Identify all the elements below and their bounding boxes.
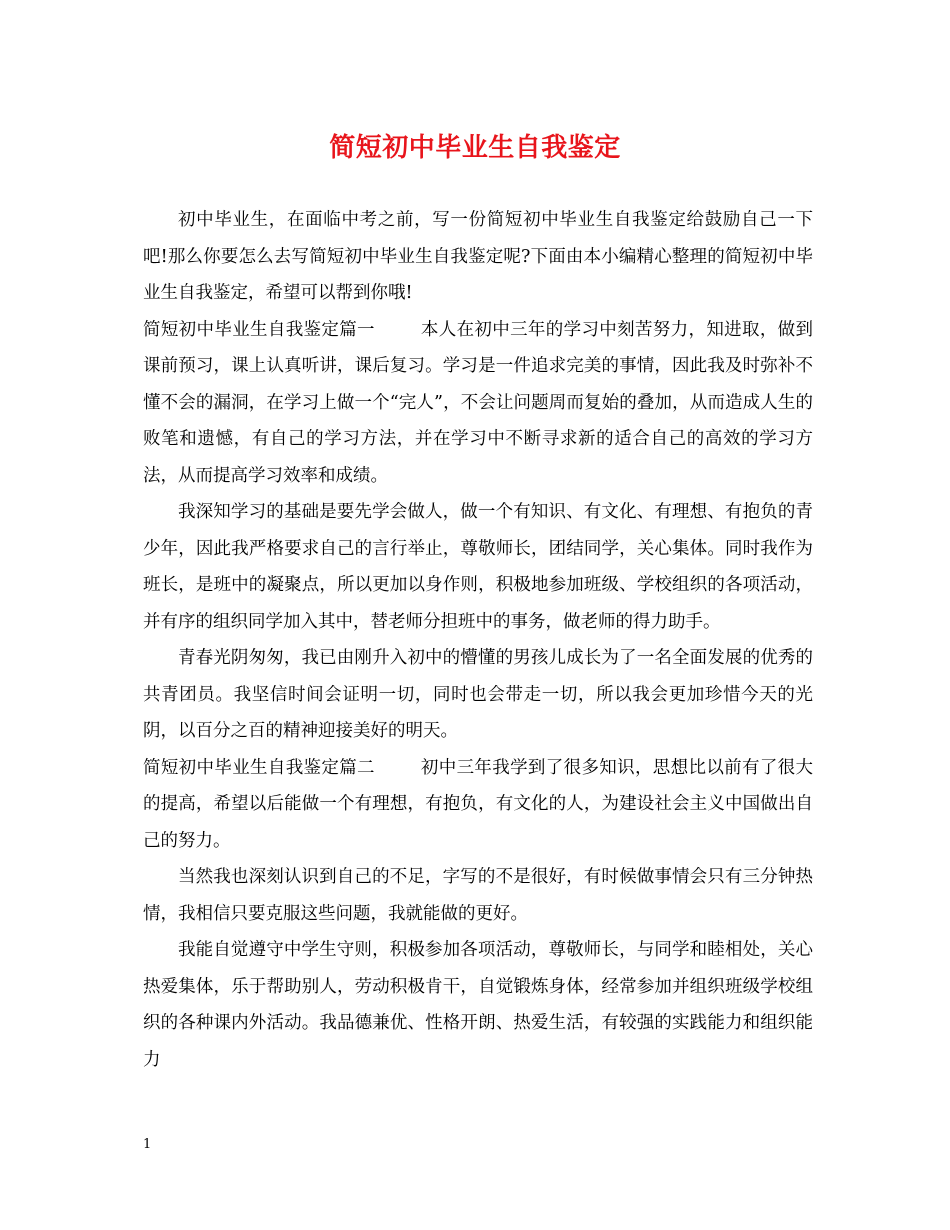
paragraph-text: 初中三年我学到了很多知识，思想比以前有了很大的提高，希望以后能做一个有理想，有抱负，有文化的人，为建设社会主义中国做出自己的努力。: [143, 757, 814, 851]
paragraph-text: 初中毕业生，在面临中考之前，写一份简短初中毕业生自我鉴定给鼓励自己一下吧!那么你要怎么去写简短初中毕业生自我鉴定呢?下面由本小编精心整理的简短初中毕业生自我鉴定，希望可以帮到你哦!: [143, 210, 813, 303]
page-number: 1: [143, 1137, 152, 1152]
body-paragraph: [143, 494, 813, 640]
paragraph-text: 我能自觉遵守中学生守则，积极参加各项活动，尊敬师长，与同学和睦相处，关心热爱集体，乐于帮助别人，劳动积极肯干，自觉锻炼身体，经常参加并组织班级学校组织的各种课内外活动。我品德兼优、性格开朗、热爱生活，有较强的实践能力和组织能力: [143, 940, 813, 1070]
section-heading: 简短初中毕业生自我鉴定篇二: [143, 757, 375, 778]
paragraph-text: 我深知学习的基础是要先学会做人，做一个有知识、有文化、有理想、有抱负的青少年，因此我严格要求自己的言行举止，尊敬师长，团结同学，关心集体。同时我作为班长，是班中的凝聚点，所以更加以身作则，积极地参加班级、学校组织的各项活动，并有序的组织同学加入其中，替老师分担班中的事务，做老师的得力助手。: [143, 502, 813, 632]
page-title: 简短初中毕业生自我鉴定: [329, 133, 621, 163]
section-two-paragraph: [143, 750, 813, 860]
body-paragraph: [143, 640, 813, 750]
paragraph-text: 青春光阴匆匆，我已由刚升入初中的懵懂的男孩儿成长为了一名全面发展的优秀的共青团员。我坚信时间会证明一切，同时也会带走一切，所以我会更加珍惜今天的光阴，以百分之百的精神迎接美好的明天。: [143, 648, 813, 741]
paragraph-text: 本人在初中三年的学习中刻苦努力，知进取，做到课前预习，课上认真听讲，课后复习。学习是一件追求完美的事情，因此我及时弥补不懂不会的漏洞，在学习上做一个“完人”，不会让问题周而复始的叠加，从而造成人生的败笔和遗憾，有自己的学习方法，并在学习中不断寻求新的适合自己的高效的学习方法，从而提高学习效率和成绩。: [143, 319, 814, 486]
intro-paragraph: [143, 202, 813, 312]
section-one-paragraph: [143, 312, 813, 495]
body-paragraph: [143, 859, 813, 932]
document-body: [143, 202, 813, 1078]
section-heading: 简短初中毕业生自我鉴定篇一: [143, 319, 375, 340]
paragraph-text: 当然我也深刻认识到自己的不足，字写的不是很好，有时候做事情会只有三分钟热情，我相信只要克服这些问题，我就能做的更好。: [143, 867, 813, 924]
body-paragraph: [143, 932, 813, 1078]
